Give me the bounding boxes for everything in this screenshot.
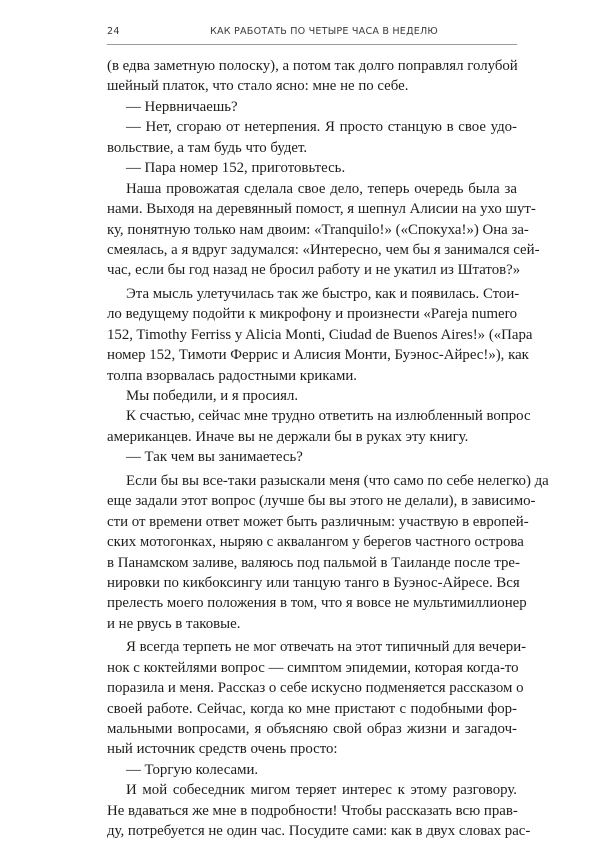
text-line: и не рвусь в таковые. xyxy=(107,615,241,632)
page-number: 24 xyxy=(107,26,120,37)
text-line: ку, понятную только нам двоим: «Tranquilo!» («Спокуха!») Она за- xyxy=(107,221,529,238)
text-line: в Панамском заливе, валяюсь под пальмой в Таиланде после тре- xyxy=(107,554,520,571)
text-line: — Так чем вы занимаетесь? xyxy=(126,449,303,466)
text-line: прелесть моего положения в том, что я вовсе не мультимиллионер xyxy=(107,595,527,612)
text-line: толпа взорвалась радостными криками. xyxy=(107,367,357,384)
text-line: американцев. Иначе вы не держали бы в руках эту книгу. xyxy=(107,428,469,445)
text-line: нировки по кикбоксингу или танцую танго в Буэнос-Айресе. Вся xyxy=(107,574,520,591)
text-line: своей работе. Сейчас, когда ко мне пристают с подобными фор- xyxy=(107,700,517,717)
text-line: — Пара номер 152, приготовьтесь. xyxy=(126,160,346,177)
text-line: нок с коктейлями вопрос — симптом эпидемии, которая когда-то xyxy=(107,659,519,676)
running-title: КАК РАБОТАТЬ ПО ЧЕТЫРЕ ЧАСА В НЕДЕЛЮ xyxy=(210,26,438,37)
text-line: Эта мысль улетучилась так же быстро, как и появилась. Стои- xyxy=(126,285,520,302)
text-line: шейный платок, что стало ясно: мне не по себе. xyxy=(107,78,409,95)
header-rule xyxy=(107,44,517,45)
text-line: час, если бы год назад не бросил работу и не укатил из Штатов?» xyxy=(107,262,521,279)
text-line: Не вдаваться же мне в подробности! Чтобы рассказать всю прав- xyxy=(107,802,518,819)
text-line: 152, Timothy Ferriss y Alicia Monti, Ciudad de Buenos Aires!» («Пара xyxy=(107,326,533,343)
text-line: Я всегда терпеть не мог отвечать на этот типичный для вечери- xyxy=(126,639,527,656)
text-line: ный источник средств очень просто: xyxy=(107,741,338,758)
text-line: И мой собеседник мигом теряет интерес к этому разговору. xyxy=(126,782,517,799)
text-line: нами. Выходя на деревянный помост, я шепнул Алисии на ухо шут- xyxy=(107,201,536,218)
text-line: К счастью, сейчас мне трудно ответить на излюбленный вопрос xyxy=(126,408,531,425)
text-line: мальными вопросами, я объясняю свой образ жизни и загадоч- xyxy=(107,721,517,737)
text-line: Наша провожатая сделала свое дело, теперь очередь была за xyxy=(126,180,517,197)
text-line: ских мотогонках, ныряю с аквалангом у берегов частного острова xyxy=(107,534,524,551)
text-line: еще задали этот вопрос (лучше бы вы этого не делали), в зависимо- xyxy=(107,493,536,510)
text-line: смеялась, а я вдруг задумался: «Интересно, чем бы я занимался сей- xyxy=(107,241,540,258)
text-line: (в едва заметную полоску), а потом так долго поправлял голубой xyxy=(107,58,518,74)
text-line: номер 152, Тимоти Феррис и Алисия Монти, Буэнос-Айрес!»), как xyxy=(107,347,529,364)
text-line: ду, потребуется не один час. Посудите сами: как в двух словах рас- xyxy=(107,823,531,840)
text-line: — Нервничаешь? xyxy=(126,98,238,115)
text-line: сти от времени ответ может быть различным: участвую в европей- xyxy=(107,513,529,530)
body-text xyxy=(107,56,549,842)
text-line: поразила и меня. Рассказ о себе искусно подменяется рассказом о xyxy=(107,680,524,697)
text-line: вольствие, а там будь что будет. xyxy=(107,139,308,156)
text-line: — Нет, сгораю от нетерпения. Я просто станцую в свое удо- xyxy=(126,119,517,136)
text-line: Мы победили, и я просиял. xyxy=(126,388,299,404)
text-line: Если бы вы все-таки разыскали меня (что само по себе нелегко) да xyxy=(126,472,549,489)
text-line: ло ведущему подойти к микрофону и произнести «Pareja numero xyxy=(107,306,517,323)
page-header xyxy=(107,26,517,42)
text-line: — Торгую колесами. xyxy=(126,761,259,778)
